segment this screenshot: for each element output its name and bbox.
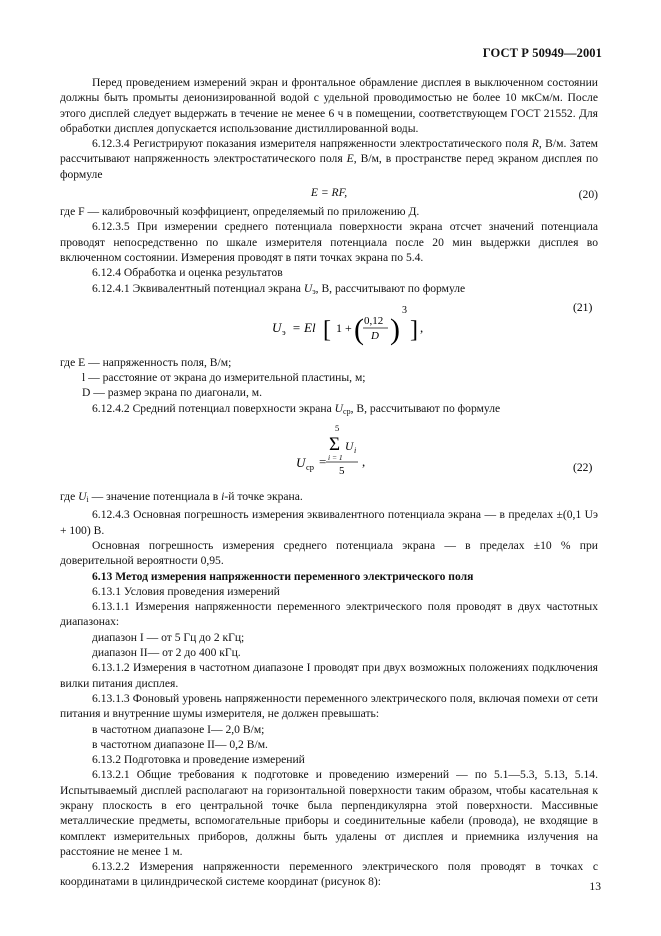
- formula-22-number: (22): [573, 461, 593, 475]
- paragraph: D — размер экрана по диагонали, м.: [82, 386, 262, 400]
- formula-20-expression: E = RF,: [310, 186, 348, 200]
- list-item: диапазон I — от 5 Гц до 2 кГц;: [92, 630, 245, 644]
- list-item: в частотном диапазоне I— 2,0 В/м;: [92, 722, 265, 736]
- formula-20: [60, 182, 598, 204]
- paragraph: где $U_i$ — значение потенциала в i-й точке экрана.: [60, 490, 303, 505]
- formula-22-sum-symbol: Σ: [329, 434, 341, 456]
- formula-22-lhs-sub: ср: [306, 462, 315, 473]
- formula-21-exponent: 3: [402, 304, 407, 316]
- paragraph: Перед проведением измерений экран и фронтальное обрамление дисплея в выключенном состоянии должны быть промыты деионизированной водой с удельной проводимостью не более 10 мкСм/м. После этого дисплей следует выдержать в течение не менее 6 ч в помещении, соответствующем ГОСТ 21552. Для обработки дисплея допускается использование дистиллированной воды.: [60, 76, 598, 135]
- paragraph-6-13-1: 6.13.1 Условия проведения измерений: [92, 584, 280, 598]
- formula-22-svg: [60, 419, 598, 489]
- list-item: в частотном диапазоне II— 0,2 В/м.: [92, 737, 268, 751]
- formula-22-comma: ,: [362, 454, 366, 470]
- formula-21-lhs-sub: э: [282, 326, 286, 337]
- paragraph: где E — напряженность поля, В/м;: [60, 355, 232, 369]
- paragraph: l — расстояние от экрана до измерительной пластины, м;: [82, 371, 366, 385]
- formula-21-paren-open: (: [354, 312, 364, 346]
- formula-20-number: (20): [578, 188, 598, 202]
- document-code-header: ГОСТ Р 50949—2001: [482, 46, 602, 60]
- list-item: диапазон II— от 2 до 400 кГц.: [92, 646, 241, 660]
- document-body: [60, 75, 598, 890]
- formula-22-term-sub: i: [354, 446, 357, 456]
- formula-22-denominator: 5: [339, 465, 345, 478]
- formula-21-number: (21): [573, 300, 593, 314]
- formula-22-lhs: U: [296, 455, 306, 471]
- paragraph-6-12-3-5: 6.12.3.5 При измерении среднего потенциала поверхности экрана отсчет значений потенциала проводят непосредственно по шкале измерителя потенциала после 20 мин выдержки дисплея во включенном состоянии. Измерения проводят в пяти точках экрана по 5.4.: [60, 220, 598, 264]
- formula-21-denominator: D: [371, 329, 379, 342]
- paragraph: где F — калибровочный коэффициент, определяемый по приложению Д.: [60, 205, 420, 219]
- paragraph-6-12-4-3: 6.12.4.3 Основная погрешность измерения эквивалентного потенциала экрана — в пределах ±(0,1 Uэ + 100) В.: [60, 508, 598, 537]
- formula-21-svg: [60, 299, 598, 355]
- paragraph-6-13-1-3: 6.13.1.3 Фоновый уровень напряженности переменного электрического поля, включая помехи от сети питания и внутренние шумы измерителя, не должен превышать:: [60, 691, 598, 721]
- formula-21-lhs: U: [272, 319, 282, 335]
- formula-22-term: U: [345, 441, 354, 454]
- formula-22-sum-bottom: i = 1: [328, 453, 343, 463]
- formula-21-eq: = El: [292, 319, 316, 335]
- section-heading-6-13: 6.13 Метод измерения напряженности переменного электрического поля: [92, 569, 474, 583]
- paragraph-6-12-3-4: 6.12.3.4 Регистрируют показания измерителя напряженности электростатического поля R, В/м. Затем рассчитывают напряженность электростатического поля E, В/м, в пространстве перед экраном дисплея по формуле: [60, 137, 598, 181]
- paragraph-6-13-2-2: 6.13.2.2 Измерения напряженности переменного электрического поля проводят в точках с координатами в цилиндрической системе координат (рисунок 8):: [60, 860, 598, 889]
- paragraph-6-13-1-1: 6.13.1.1 Измерения напряженности переменного электрического поля проводят в двух частотных диапазонах:: [60, 600, 598, 629]
- formula-21-bracket-open: [: [323, 316, 331, 343]
- formula-21-one-plus: 1 +: [336, 320, 352, 335]
- formula-21: [60, 299, 598, 355]
- paragraph-6-13-2-1: 6.13.2.1 Общие требования к подготовке и проведению измерений — по 5.1—5.3, 5.13, 5.14. Испытываемый дисплей располагают на горизонтальной поверхности таким образом, чтобы касательная к экрану плоскость в его центральной точке была перпендикулярна этой поверхности. Массивные металлические предметы, вспомогательные приборы и соединительные кабели (провода), не входящие в комплект измерительных приборов, должны быть удалены от дисплея и приемника излучения на расстояние не менее 1 м.: [60, 768, 598, 858]
- formula-22-sum-top: 5: [335, 423, 340, 434]
- paragraph: Основная погрешность измерения среднего потенциала экрана — в пределах ±10 % при доверительной вероятности 0,95.: [60, 538, 598, 568]
- formula-21-numerator: 0,12: [364, 314, 384, 327]
- formula-22: [60, 419, 598, 489]
- paragraph-6-13-2: 6.13.2 Подготовка и проведение измерений: [92, 753, 305, 767]
- paragraph-6-12-4-2: 6.12.4.2 Средний потенциал поверхности экрана $U_{ср}$, В, рассчитывают по формуле: [92, 401, 501, 416]
- formula-21-bracket-close: ]: [410, 316, 418, 343]
- page-number: 13: [589, 880, 601, 893]
- paragraph-6-12-4-1: 6.12.4.1 Эквивалентный потенциал экрана $U_э$, В, рассчитывают по формуле: [92, 281, 466, 296]
- paragraph-6-13-1-2: 6.13.1.2 Измерения в частотном диапазоне I проводят при двух возможных положениях подключения вилки питания дисплея.: [60, 661, 598, 690]
- formula-22-eq: =: [319, 454, 327, 470]
- formula-21-comma: ,: [420, 319, 424, 335]
- formula-21-paren-close: ): [390, 312, 400, 346]
- paragraph-6-12-4: 6.12.4 Обработка и оценка результатов: [92, 266, 283, 280]
